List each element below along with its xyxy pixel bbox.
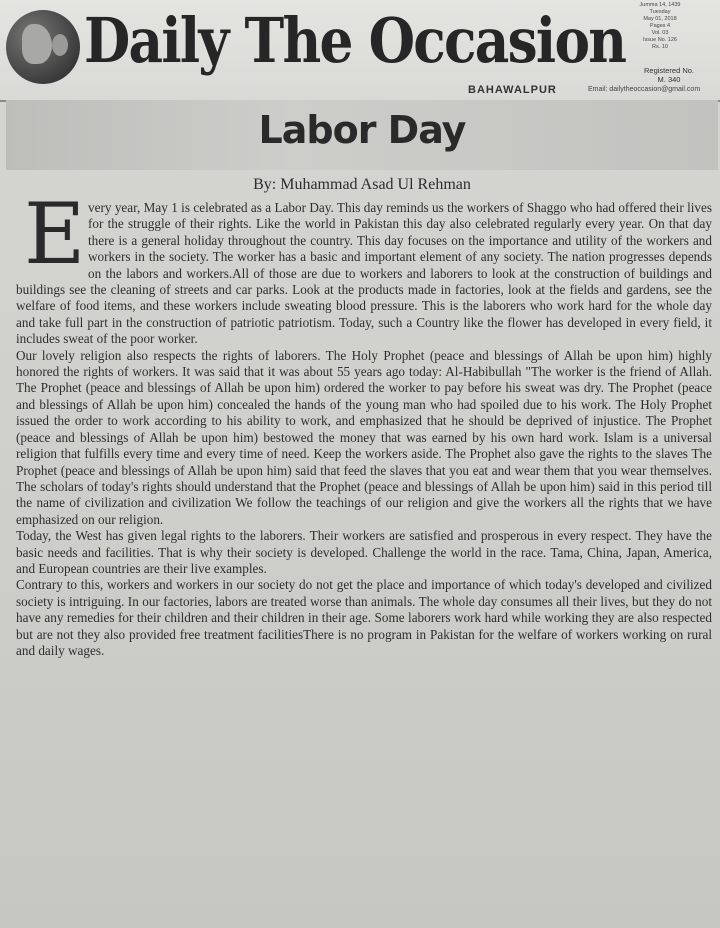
registration-box xyxy=(624,66,714,84)
issue-info-line: Tuesday xyxy=(649,9,671,15)
masthead xyxy=(0,0,720,102)
paragraph: Our lovely religion also respects the rights of laborers. The Holy Prophet (peace and blessings of Allah be upon him) highly honored the rights of workers. It was said that it was about 55 years ago today: Al-Habibullah "The worker is the friend of Allah. The Prophet (peace and blessings of Allah be upon him) ordered the worker to pay before his sweat was dry. The Prophet (peace and blessings of Allah be upon him) concealed the hands of the young man who had spoiled due to his work. The Holy Prophet issued the order to work according to his ability to work, and emphasized that he should be deprived of injustice. The Prophet (peace and blessings of Allah be upon him) bestowed the money that was earned by his own hard work. Islam is a universal religion that fulfills every time and every time of need. Keep the workers aside. The Prophet also gave the rights to the slaves The Prophet (peace and blessings of Allah be upon him) said that feed the slaves that you eat and wear them that you wear themselves. The scholars of today's rights should understand that the Prophet (peace and blessings of Allah be upon him) said in this period till the name of civilization and civilization We follow the teachings of our religion and give the workers all the rights that we have emphasized on our religion. xyxy=(16,347,712,527)
registration-label: Registered No. xyxy=(643,66,695,75)
issue-info-line: Jumma 14, 1439 xyxy=(639,2,681,8)
paragraph xyxy=(16,200,712,348)
globe-logo-icon xyxy=(6,10,80,84)
paragraph: Contrary to this, workers and workers in our society do not get the place and importance of which today's developed and civilized society is intriguing. In our factories, labors are treated worse than animals. The whole day consumes all their lives, but they do not have any remedies for their children and their children in their age. Some laborers work hard while working they are also respected but are not they also provided free treatment facilitiesThere is no program in Pakistan for the welfare of workers working on rural and daily wages. xyxy=(16,577,712,658)
paragraph: Today, the West has given legal rights to the laborers. Their workers are satisfied and prosperous in every respect. They have the basic needs and facilities. That is why their society is developed. Challenge the world in the race. Tama, China, Japan, America, and European countries are their live examples. xyxy=(16,528,712,576)
issue-info-line: Issue No. 126 xyxy=(643,37,677,43)
city-name: BAHAWALPUR xyxy=(468,84,557,96)
article-byline: By: Muhammad Asad Ul Rehman xyxy=(253,176,471,193)
issue-info-line: Vol. 03 xyxy=(651,30,669,36)
article xyxy=(6,100,718,928)
article-body xyxy=(16,200,712,659)
newspaper-title: Daily The Occasion xyxy=(84,4,626,77)
issue-info-line: May 01, 2018 xyxy=(643,16,677,22)
article-headline: Labor Day xyxy=(258,108,466,152)
issue-info-line: Pages 4 xyxy=(649,23,671,29)
registration-number: M. 340 xyxy=(657,75,681,84)
paragraph-text: very year, May 1 is celebrated as a Labor Day. This day reminds us the workers of Shaggo who had offered their lives for the struggle of their rights. Like the world in Pakistan this day also celebrated regularly every year. On that day there is a general holiday throughout the country. This day focuses on the importance and utility of the workers and workers in the society. The worker has a basic and important element of any society. The nation progresses depends on the labors and workers.All of those are due to workers and laborers to look at the construction of buildings and buildings see the cleaning of streets and car parks. Look at the products made in factories, look at the fields and gardens, see the welfare of food items, and these workers include sweating blood pressure. This is the laborers who work hard for the whole day and take full part in the construction of patriotic patriotism. Today, such a Country like the flower has developed in every field, it includes sweat of the poor worker. xyxy=(16,200,712,347)
issue-info xyxy=(608,2,712,54)
issue-info-line: Rs. 10 xyxy=(652,44,668,50)
email-address: Email: dailytheoccasion@gmail.com xyxy=(588,86,701,93)
drop-cap: E xyxy=(24,185,86,283)
